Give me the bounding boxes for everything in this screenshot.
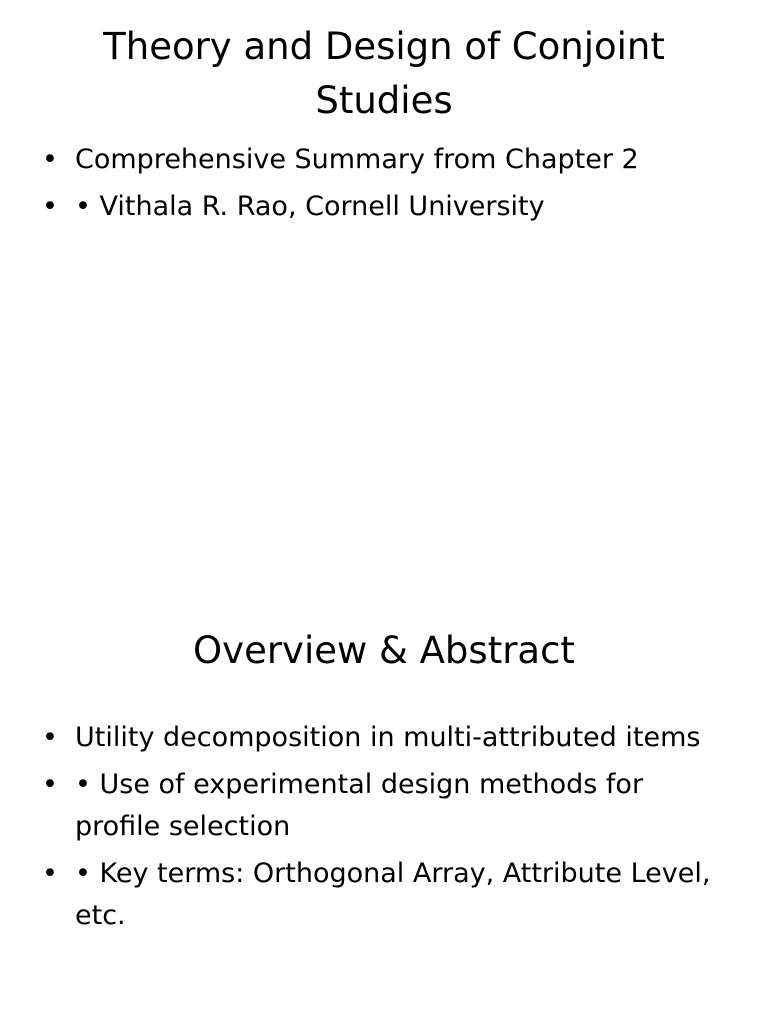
bullet-list bbox=[40, 717, 730, 942]
bullet-text: Comprehensive Summary from Chapter 2 bbox=[75, 144, 639, 175]
bullet-item bbox=[40, 764, 730, 848]
bullet-list bbox=[40, 139, 730, 233]
slide-title: Theory and Design of Conjoint Studies bbox=[103, 25, 665, 122]
bullet-item bbox=[40, 186, 730, 228]
bullet-marker: • bbox=[42, 769, 58, 800]
bullet-marker: • bbox=[42, 858, 58, 889]
bullet-text: Utility decomposition in multi-attributed items bbox=[75, 722, 701, 753]
slide-2 bbox=[0, 512, 768, 1024]
slide-title: Overview & Abstract bbox=[193, 629, 575, 672]
bullet-item bbox=[40, 717, 730, 759]
bullet-item bbox=[40, 853, 730, 937]
bullet-text: • Key terms: Orthogonal Array, Attribute Level, etc. bbox=[75, 858, 711, 931]
bullet-marker: • bbox=[42, 144, 58, 175]
bullet-marker: • bbox=[42, 191, 58, 222]
bullet-text: • Vithala R. Rao, Cornell University bbox=[75, 191, 545, 222]
bullet-item bbox=[40, 139, 730, 181]
bullet-marker: • bbox=[42, 722, 58, 753]
bullet-text: • Use of experimental design methods for profile selection bbox=[75, 769, 644, 842]
